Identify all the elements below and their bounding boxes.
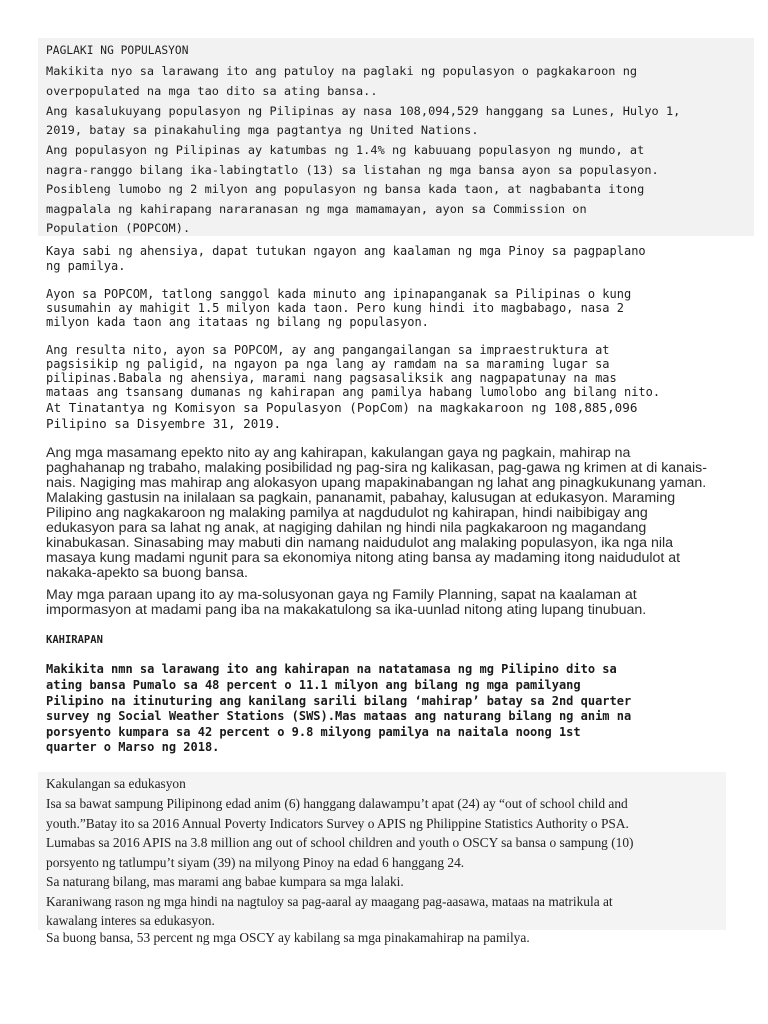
population-line: 2019, batay sa pinakahuling mga pagtantya ng United Nations. [46, 123, 479, 137]
poverty-line: Pilipino na itinuturing ang kanilang sarili bilang ‘mahirap’ batay sa 2nd quarter [46, 694, 632, 708]
effects-line: Pilipino ang nagkakaroon ng malaking pamilya at nagdudulot ng kahirapan, hindi naibibigay ang [46, 505, 648, 521]
poverty-line: survey ng Social Weather Stations (SWS).Mas mataas ang naturang bilang ng anim na [46, 709, 632, 723]
education-line: Sa naturang bilang, mas marami ang babae kumpara sa mga lalaki. [46, 874, 404, 889]
poverty-line: ating bansa Pumalo sa 48 percent o 11.1 milyon ang bilang ng mga pamilyang [46, 678, 581, 692]
paragraph-line: Ang resulta nito, ayon sa POPCOM, ay ang pangangailangan sa impraestruktura at [46, 343, 610, 357]
paragraph-line: milyon kada taon ang itataas ng bilang ng populasyon. [46, 315, 429, 329]
effects-line: masaya kung madami ngunit para sa ekonomiya nitong ating bansa ay madaming itong naidudulot at [46, 550, 681, 566]
population-line: Makikita nyo sa larawang ito ang patuloy na paglaki ng populasyon o pagkakaroon ng [46, 64, 638, 78]
population-line: Ang kasalukuyang populasyon ng Pilipinas ay nasa 108,094,529 hanggang sa Lunes, Hulyo 1, [46, 104, 681, 118]
effects-line: nakaka-apekto sa buong bansa. [46, 565, 248, 581]
population-shaded-block [38, 38, 754, 236]
population-line: overpopulated na mga tao dito sa ating bansa.. [46, 84, 378, 98]
population-line: Ang populasyon ng Pilipinas ay katumbas ng 1.4% ng kabuuang populasyon ng mundo, at [46, 143, 645, 157]
effects-line: nais. Nagiging mas mahirap ang alokasyon upang mapakinabangan ng lahat ang pinagkukunang yaman. [46, 475, 707, 491]
population-line: nagra-ranggo bilang ika-labingtatlo (13) sa listahan ng mga bansa ayon sa populasyon. [46, 163, 659, 177]
education-heading: Kakulangan sa edukasyon [46, 776, 186, 791]
poverty-line: Makikita nmn sa larawang ito ang kahirapan na natatamasa ng mg Pilipino dito sa [46, 662, 617, 676]
poverty-line: quarter o Marso ng 2018. [46, 740, 220, 754]
poverty-heading: KAHIRAPAN [46, 634, 103, 646]
education-line: Isa sa bawat sampung Pilipinong edad anim (6) hanggang dalawampu’t apat (24) ay “out of school child and [46, 796, 628, 811]
population-line: Posibleng lumobo ng 2 milyon ang populasyon ng bansa kada taon, at nagbabanta itong [46, 182, 645, 196]
population-line: Population (POPCOM). [46, 221, 191, 235]
education-line: Sa buong bansa, 53 percent ng mga OSCY ay kabilang sa mga pinakamahirap na pamilya. [46, 930, 530, 945]
education-line: porsyento ng tatlumpu’t siyam (39) na milyong Pinoy na edad 6 hanggang 24. [46, 855, 465, 870]
paragraph-line: susumahin ay mahigit 1.5 milyon kada taon. Pero kung hindi ito magbabago, nasa 2 [46, 301, 624, 315]
effects-line: Malaking gastusin na inilalaan sa pagkain, pananamit, pabahay, kalusugan at edukasyon. Maraming [46, 490, 676, 506]
education-line: Lumabas sa 2016 APIS na 3.8 million ang out of school children and youth o OSCY sa bansa o sampung (10) [46, 835, 634, 850]
education-line: Karaniwang rason ng mga hindi na nagtuloy sa pag-aaral ay maagang pag-aasawa, mataas na matrikula at [46, 894, 613, 909]
effects-line: edukasyon para sa lahat ng anak, at nagiging dahilan ng hindi nila pagkakaroon ng magandang [46, 520, 647, 536]
paragraph-line: pilipinas.Babala ng ahensiya, marami nang pagsasaliksik ang nagpapatunay na mas [46, 371, 617, 385]
poverty-line: porsyento kumpara sa 42 percent o 9.8 milyong pamilya na naitala noong 1st [46, 725, 581, 739]
paragraph-line: Ayon sa POPCOM, tatlong sanggol kada minuto ang ipinapanganak sa Pilipinas o kung [46, 287, 632, 301]
paragraph-line: mataas ang tsansang dumanas ng kahirapan ang pamilya habang lumolobo ang bilang nito. [46, 385, 661, 399]
education-line: youth.”Batay ito sa 2016 Annual Poverty Indicators Survey o APIS ng Philippine Statistics Authority o PSA. [46, 816, 629, 831]
population-heading: PAGLAKI NG POPULASYON [46, 44, 189, 57]
effects-line: paghahanap ng trabaho, malaking posibilidad ng pag-sira ng kalikasan, pag-gawa ng krimen at di kanais- [46, 460, 707, 476]
paragraph-line: At Tinatantya ng Komisyon sa Populasyon (PopCom) na magkakaroon ng 108,885,096 [46, 400, 638, 415]
solutions-line: impormasyon at madami pang iba na makakatulong sa ika-uunlad nitong ating lupang tinubuan. [46, 602, 647, 618]
paragraph-line: Kaya sabi ng ahensiya, dapat tutukan ngayon ang kaalaman ng mga Pinoy sa pagpaplano [46, 244, 646, 258]
education-line: kawalang interes sa edukasyon. [46, 913, 215, 928]
solutions-line: May mga paraan upang ito ay ma-solusyonan gaya ng Family Planning, sapat na kaalaman at [46, 587, 637, 603]
effects-line: Ang mga masamang epekto nito ay ang kahirapan, kakulangan gaya ng pagkain, mahirap na [46, 445, 631, 461]
paragraph-line: ng pamilya. [46, 259, 126, 273]
population-line: magpalala ng kahirapang nararanasan ng mga mamamayan, ayon sa Commission on [46, 202, 587, 216]
paragraph-line: pagsisikip ng paligid, na ngayon pa nga lang ay ramdam na sa maraming lugar sa [46, 357, 610, 371]
paragraph-line: Pilipino sa Disyembre 31, 2019. [46, 416, 282, 431]
effects-line: kinabukasan. Sinasabing may mabuti din namang naidudulot ang malaking populasyon, ika nga nila [46, 535, 674, 551]
